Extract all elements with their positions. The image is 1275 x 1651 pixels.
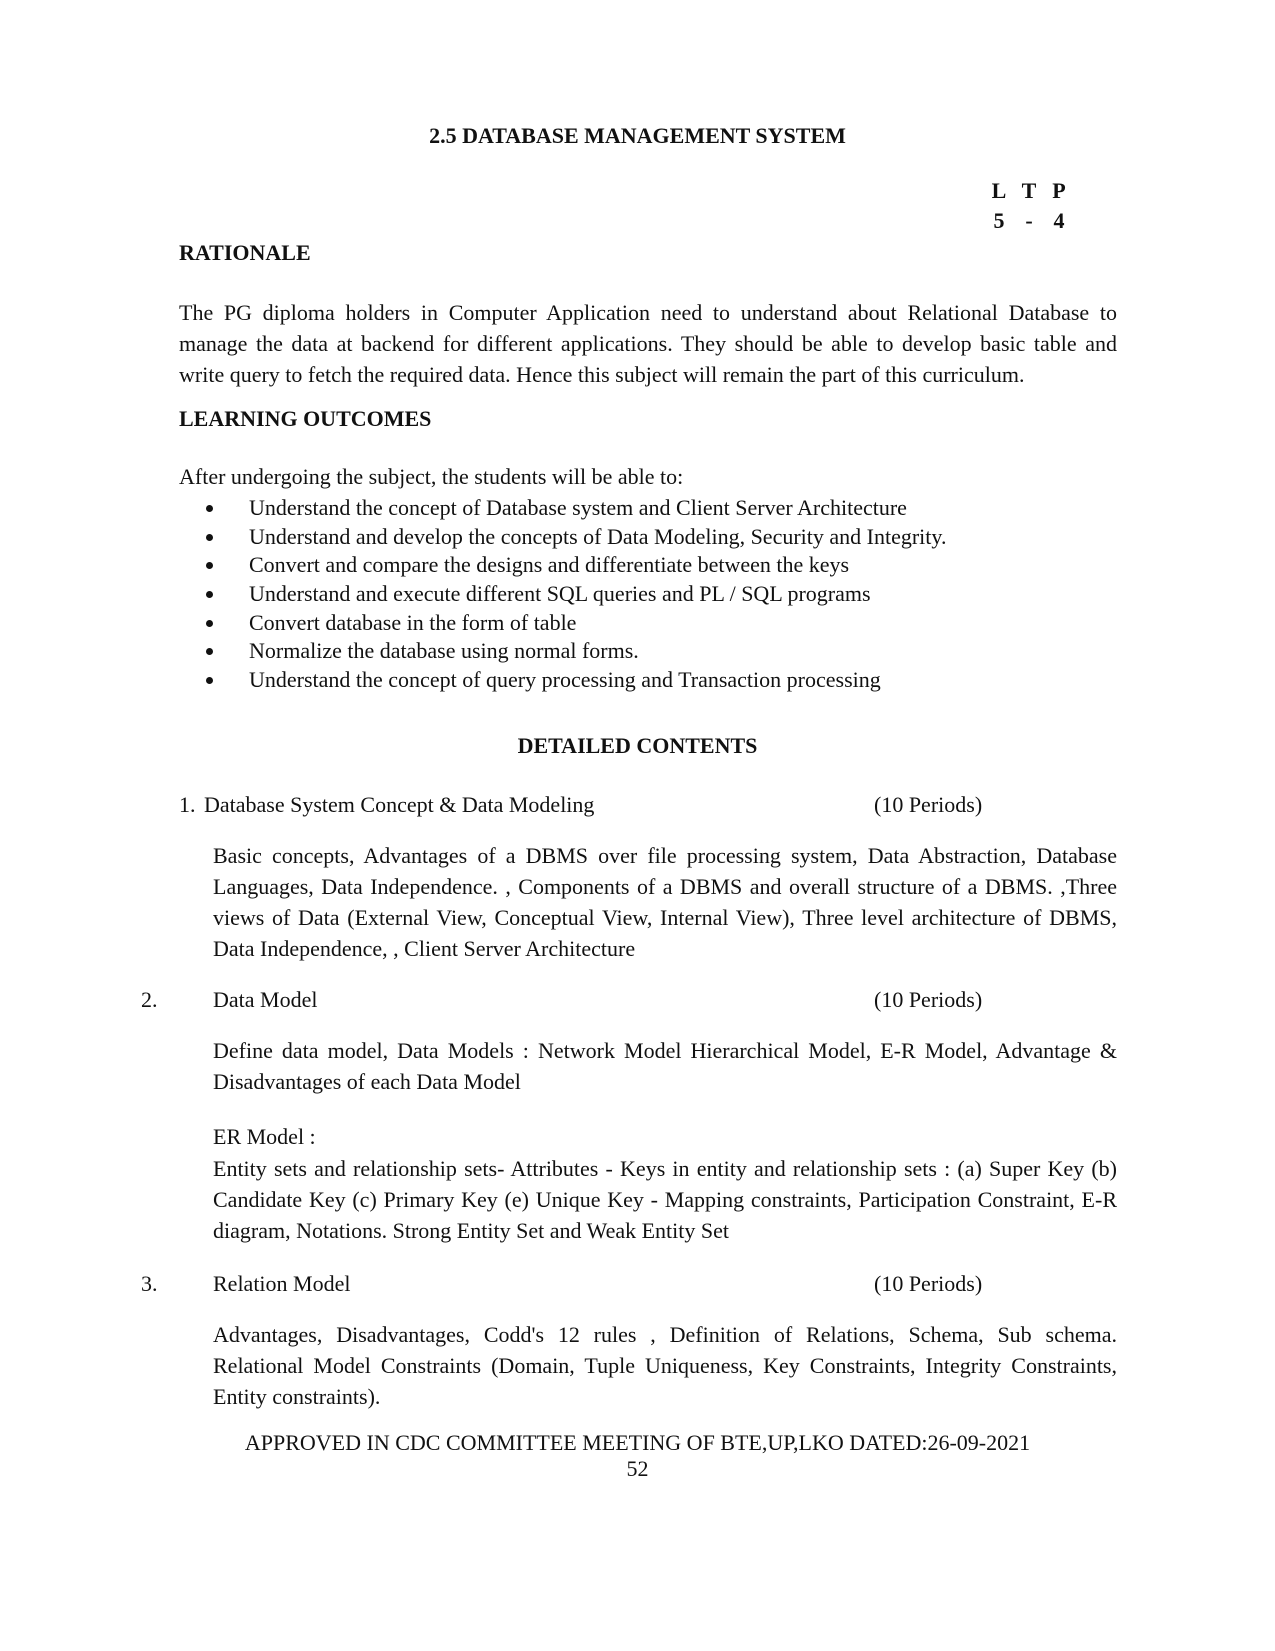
outcome-text: Convert and compare the designs and differentiate between the keys [249,552,850,578]
outcome-text: Understand and develop the concepts of Data Modeling, Security and Integrity. [249,523,947,549]
rationale-heading: RATIONALE [179,240,311,265]
unit-3-title: Relation Model [213,1271,351,1296]
unit-2-periods: (10 Periods) [874,987,983,1012]
unit-2-sub-heading: ER Model : [213,1124,316,1149]
learning-outcomes-intro: After undergoing the subject, the students will be able to: [179,464,684,489]
list-item [179,637,946,666]
list-item [179,609,946,638]
bullet-icon [206,591,213,598]
unit-2-body: Define data model, Data Models : Network Model Hierarchical Model, E-R Model, Advantage & Disadvantages of each Data Model [213,1038,1117,1094]
unit-1-number: 1. [179,792,196,817]
list-item [179,494,946,523]
outcome-text: Understand the concept of query processing and Transaction processing [249,667,881,693]
bullet-icon [206,620,213,627]
unit-2-sub-body: Entity sets and relationship sets- Attributes - Keys in entity and relationship sets : (a) Super Key (b) Candidate Key (c) Primary Key (e) Unique Key - Mapping constraints, Participation Constraint, E-R diagram, Notations. Strong Entity Set and Weak Entity Set [213,1156,1117,1243]
footer-approval: APPROVED IN CDC COMMITTEE MEETING OF BTE,UP,LKO DATED:26-09-2021 [244,1430,1031,1455]
bullet-icon [206,677,213,684]
unit-1-periods: (10 Periods) [874,792,983,817]
outcome-text: Normalize the database using normal forms. [249,638,639,664]
bullet-icon [206,505,213,512]
ltp-header-l: L [991,178,1007,203]
outcome-text: Convert database in the form of table [249,609,577,635]
ltp-value-l: 5 [993,208,1005,233]
page-number: 52 [626,1456,649,1481]
unit-2-number: 2. [141,987,158,1012]
bullet-icon [206,648,213,655]
list-item [179,580,946,609]
outcome-text: Understand and execute different SQL queries and PL / SQL programs [249,581,871,607]
ltp-header-row [984,178,1074,204]
list-item [179,523,946,552]
ltp-value-row [984,208,1074,234]
unit-1-title: Database System Concept & Data Modeling [204,792,595,817]
ltp-header-p: P [1052,178,1066,203]
learning-outcomes-heading: LEARNING OUTCOMES [179,406,432,431]
ltp-header-t: T [1021,178,1037,203]
outcome-text: Understand the concept of Database system and Client Server Architecture [249,495,907,520]
list-item [179,551,946,580]
unit-3-periods: (10 Periods) [874,1271,983,1296]
ltp-value-p: 4 [1053,208,1065,233]
page-title: 2.5 DATABASE MANAGEMENT SYSTEM [429,123,846,148]
unit-2-title: Data Model [213,987,318,1012]
unit-3-body: Advantages, Disadvantages, Codd's 12 rules , Definition of Relations, Schema, Sub schema. Relational Model Constraints (Domain, Tuple Uniqueness, Key Constraints, Integrity Constraints, Entity constraints). [213,1322,1117,1409]
learning-outcomes-list [179,494,946,695]
unit-3-number: 3. [141,1271,158,1296]
bullet-icon [206,534,213,541]
list-item [179,666,946,695]
rationale-text: The PG diploma holders in Computer Application need to understand about Relational Database to manage the data at backend for different applications. They should be able to develop basic table and write query to fetch the required data. Hence this subject will remain the part of this curriculum. [179,300,1117,387]
bullet-icon [206,562,213,569]
ltp-value-t: - [1025,208,1033,233]
detailed-contents-heading: DETAILED CONTENTS [517,733,758,758]
unit-1-body: Basic concepts, Advantages of a DBMS over file processing system, Data Abstraction, Database Languages, Data Independence. , Components of a DBMS and overall structure of a DBMS. ,Three views of Data (External View, Conceptual View, Internal View), Three level architecture of DBMS, Data Independence, , Client Server Architecture [213,843,1117,961]
